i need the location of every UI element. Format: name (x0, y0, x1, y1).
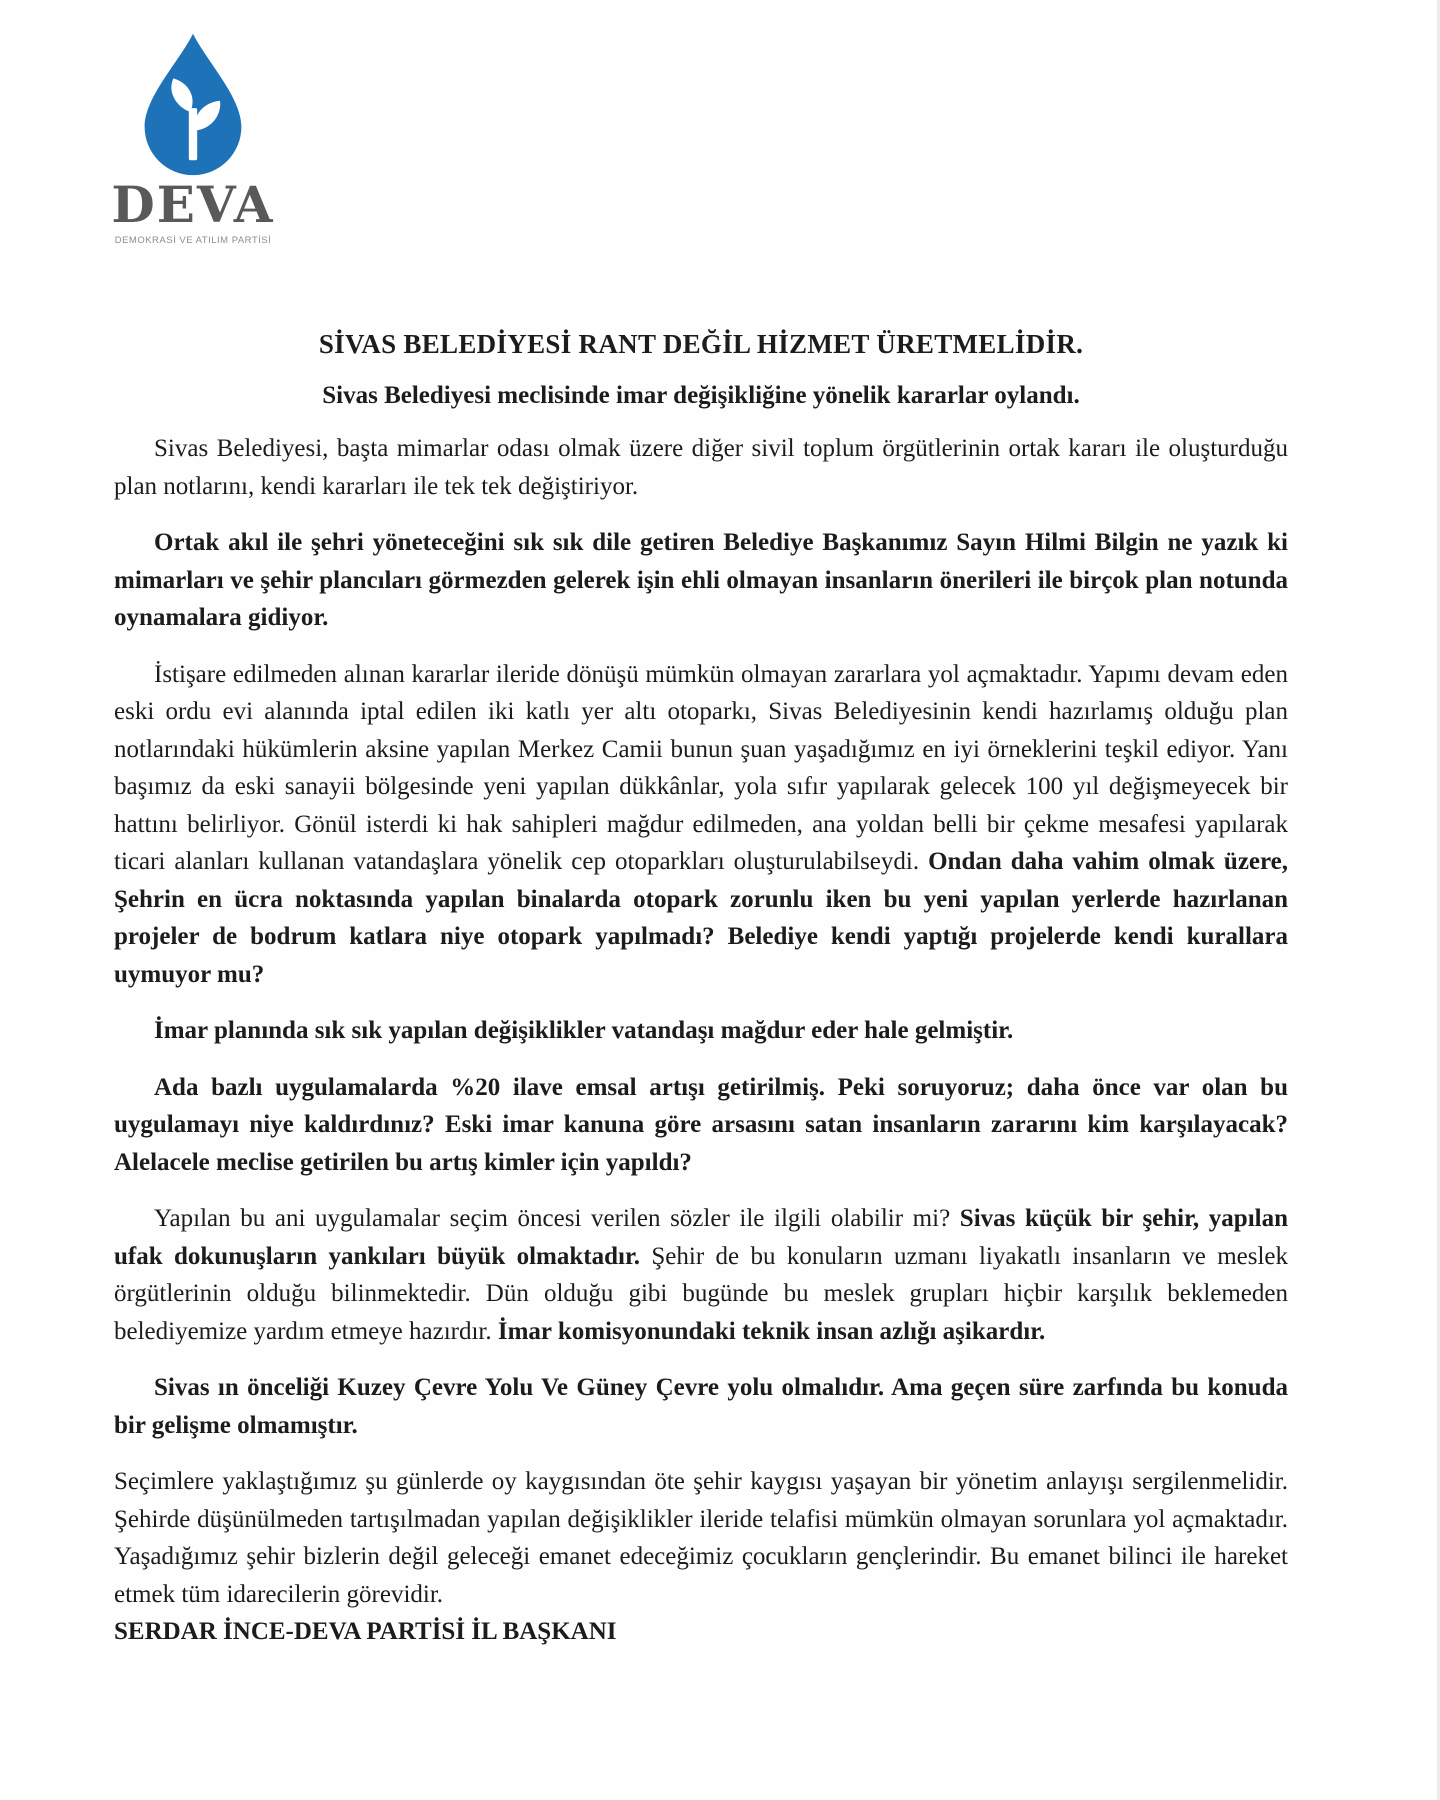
paragraphs-container (114, 430, 1288, 1651)
bold-text-run: Sivas ın önceliği Kuzey Çevre Yolu Ve Güney Çevre yolu olmalıdır. Ama geçen süre zarfında bu konuda bir gelişme olmamıştır. (114, 1374, 1288, 1439)
bold-text-run: Ortak akıl ile şehri yöneteceğini sık sık dile getiren Belediye Başkanımız Sayın Hilmi Bilgin ne yazık ki mimarları ve şehir plancıları görmezden gelerek işin ehli olmayan insanların önerileri ile birçok plan notunda oynamalara gidiyor. (114, 529, 1288, 632)
bold-text-run: Ada bazlı uygulamalarda %20 ilave emsal artışı getirilmiş. Peki soruyoruz; daha önce var olan bu uygulamayı niye kaldırdınız? Eski imar kanuna göre arsasını satan insanların zararını kim karşılayacak? Alelacele meclise getirilen bu artış kimler için yapıldı? (114, 1073, 1288, 1176)
bold-text-run: SERDAR İNCE-DEVA PARTİSİ İL BAŞKANI (114, 1618, 617, 1646)
paragraph (114, 1200, 1288, 1350)
paragraph (114, 1069, 1288, 1182)
text-run: Şehir de bu konuların uzmanı liyakatlı insanların ve meslek örgütlerinin olduğu bilinmektedir. Dün olduğu gibi bugünde bu meslek grupları hiçbir karşılık beklemeden belediyemize yardım etmeye hazırdır. (114, 1242, 1289, 1345)
text-run: Sivas Belediyesi, başta mimarlar odası olmak üzere diğer sivil toplum örgütlerinin ortak kararı ile oluşturduğu plan notlarını, kendi kararları ile tek tek değiştiriyor. (114, 435, 1288, 500)
bold-text-run: Ondan daha vahim olmak üzere, Şehrin en ücra noktasında yapılan binalarda otopark zorunlu iken bu yeni yapılan yerlerde hazırlanan projeler de bodrum katlara niye otopark yapılmadı? Belediye kendi yaptığı projelerde kendi kurallara uymuyor mu? (114, 848, 1289, 988)
paragraph (114, 1369, 1288, 1444)
deva-tagline: DEMOKRASİ VE ATILIM PARTİSİ (114, 235, 272, 246)
deva-party-logo (102, 0, 284, 246)
paragraph (114, 1463, 1288, 1651)
deva-wordmark: DEVA (111, 175, 275, 234)
water-drop-seedling-icon (137, 30, 249, 177)
text-run: Seçimlere yaklaştığımız şu günlerde oy kaygısından öte şehir kaygısı yaşayan bir yönetim anlayışı sergilenmelidir. Şehirde düşünülmeden tartışılmadan yapılan değişiklikler ileride telafisi mümkün olmayan sorunlara yol açmaktadır. Yaşadığımız şehir bizlerin değil geleceği emanet edeceğimiz çocukların gençlerindir. Bu emanet bilinci ile hareket etmek tüm idarecilerin görevidir. (114, 1468, 1288, 1608)
text-run: Yapılan bu ani uygulamalar seçim öncesi verilen sözler ile ilgili olabilir mi? (154, 1205, 960, 1233)
document-title: SİVAS BELEDİYESİ RANT DEĞİL HİZMET ÜRETMELİDİR. (318, 329, 1084, 359)
paragraph (114, 524, 1288, 637)
text-run: İstişare edilmeden alınan kararlar ileride dönüşü mümkün olmayan zararlara yol açmaktadır. Yapımı devam eden eski ordu evi alanında iptal edilen iki katlı yer altı otoparkı, Sivas Belediyesinin kendi hazırlamış olduğu plan notlarındaki hükümlerin aksine yapılan Merkez Camii bunun şuan yaşadığımız en iyi örneklerini teşkil ediyor. Yanı başımız da eski sanayii bölgesinde yeni yapılan dükkânlar, yola sıfır yapılarak gelecek 100 yıl değişmeyecek bir hattını belirliyor. Gönül isterdi ki hak sahipleri mağdur edilmeden, ana yoldan belli bir çekme mesafesi yapılarak ticari alanları kullanan vatandaşlara yönelik cep otoparkları oluşturulabilseydi. (114, 660, 1288, 876)
paragraph (114, 656, 1288, 994)
paragraph (114, 430, 1288, 505)
press-release-body (114, 328, 1288, 1651)
bold-text-run: İmar planında sık sık yapılan değişiklikler vatandaşı mağdur eder hale gelmiştir. (154, 1017, 1014, 1045)
document-subtitle: Sivas Belediyesi meclisinde imar değişikliğine yönelik kararlar oylandı. (322, 382, 1080, 410)
bold-text-run: İmar komisyonundaki teknik insan azlığı aşikardır. (497, 1317, 1046, 1345)
paragraph (114, 1012, 1288, 1050)
bold-text-run: Sivas küçük bir şehir, yapılan ufak dokunuşların yankıları büyük olmaktadır. (114, 1205, 1288, 1270)
